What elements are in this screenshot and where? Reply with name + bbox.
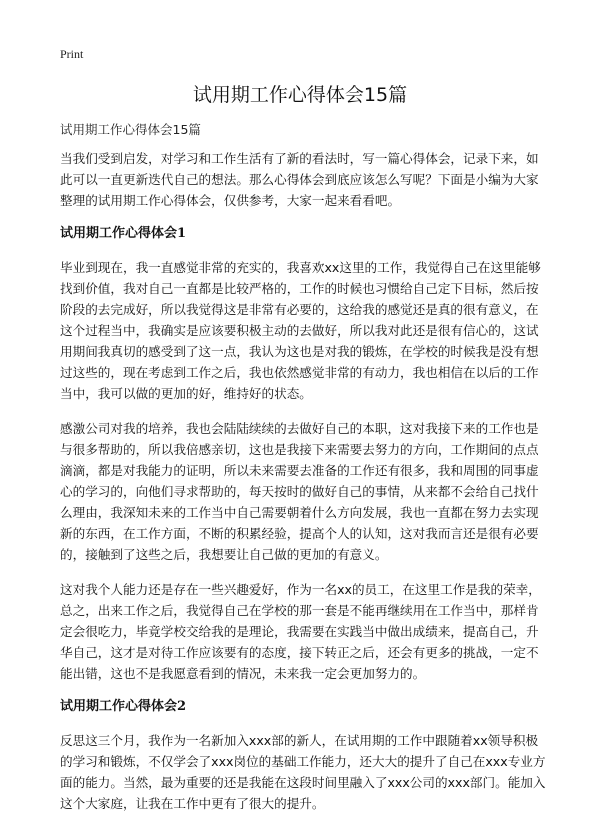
section-heading: 试用期工作心得体会2 — [60, 699, 187, 714]
body-paragraph: 这对我个人能力还是存在一些兴趣爱好，作为一名xx的员工，在这里工作是我的荣幸，总之，出来工作之后，我觉得自己在学校的那一套是不能再继续用在工作当中，那样肯定会很吃力，毕竟学校交给我的是理论，我需要在实践当中做出成绩来，提高自己，升华自己，这才是对待工作应该要有的态度，接下转正之后，还会有更多的挑战，一定不能出错，这也不是我愿意看到的情况，未来我一定会更加努力的。 — [60, 582, 541, 681]
body-paragraph: 感激公司对我的培养，我也会陆陆续续的去做好自己的本职，这对我接下来的工作也是与很多帮助的，所以我倍感亲切，这也是我接下来需要去努力的方向，工作期间的点点滴滴，都是对我能力的证明，所以未来需要去准备的工作还有很多，我和周围的同事虚心的学习的，向他们寻求帮助的，每天按时的做好自己的事情，从来都不会给自己找什么理由，我深知未来的工作当中自己需要朝着什么方向发展，我也一直都在努力去实现新的东西，在工作方面，不断的积累经验，提高个人的认知，这对我而言还是很有必要的，接触到了这些之后，我想要让自己做的更加的有意义。 — [60, 421, 539, 562]
print-link[interactable]: Print — [60, 47, 84, 61]
page-title: 试用期工作心得体会15篇 — [192, 84, 408, 106]
page-subtitle: 试用期工作心得体会15篇 — [60, 122, 201, 137]
body-paragraph: 反思这三个月，我作为一名新加入xxx部的新人，在试用期的工作中跟随着xx领导积极的学习和锻炼，不仅学会了xxx岗位的基础工作能力，还大大的提升了自己在xxx专业方面的能力。当然，最为重要的还是我能在这段时间里融入了xxx公司的xxx部门。能加入这个大家庭，让我在工作中更有了很大的提升。 — [60, 733, 546, 811]
section-heading: 试用期工作心得体会1 — [60, 226, 187, 241]
article-body — [60, 148, 550, 828]
intro-paragraph: 当我们受到启发，对学习和工作生活有了新的看法时，写一篇心得体会，记录下来，如此可以一直更新迭代自己的想法。那么心得体会到底应该怎么写呢？下面是小编为大家整理的试用期工作心得体会，仅供参考，大家一起来看看吧。 — [60, 151, 539, 208]
body-paragraph: 毕业到现在，我一直感觉非常的充实的，我喜欢xx这里的工作，我觉得自己在这里能够找到价值，我对自己一直都是比较严格的，工作的时候也习惯给自己定下目标，然后按阶段的去完成好，所以我觉得这是非常有必要的，这给我的感觉还是真的很有意义，在这个过程当中，我确实是应该要积极主动的去做好，所以我对此还是很有信心的，这试用期间我真切的感受到了这一点，我认为这也是对我的锻炼，在学校的时候我是没有想过这些的，现在考虑到工作之后，我也依然感觉非常的有动力，我也相信在以后的工作当中，我可以做的更加的好，维持好的状态。 — [60, 260, 541, 401]
